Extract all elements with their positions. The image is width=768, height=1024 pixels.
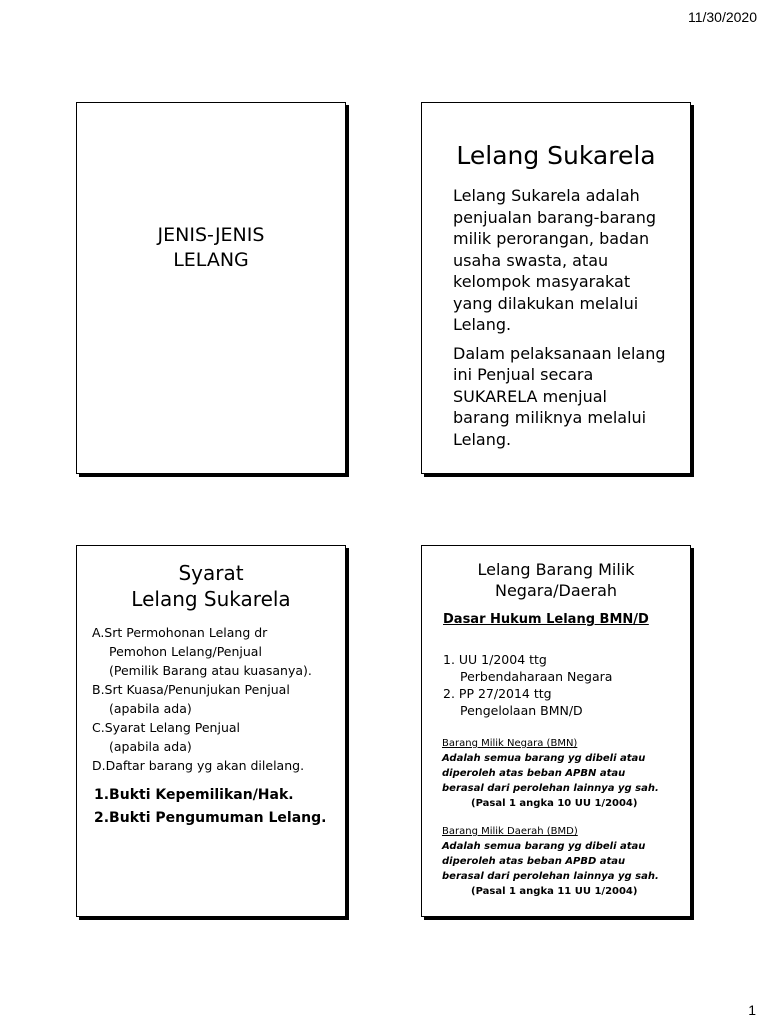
definition-line: diperoleh atas beban APBN atau: [442, 768, 626, 779]
slide-1: [76, 102, 346, 474]
list-item: B.Srt Kuasa/Penunjukan Penjual: [92, 682, 290, 697]
implementation-paragraph: [453, 343, 680, 451]
text-line: ini Penjual secara: [453, 365, 594, 384]
list-item: A.Srt Permohonan Lelang dr: [92, 625, 268, 640]
text-line: yang dilakukan melalui: [453, 293, 639, 313]
list-item: D.Daftar barang yg akan dilelang.: [92, 758, 305, 773]
slide-4-title: [422, 559, 690, 601]
proof-list: [94, 784, 339, 830]
slide-3-title: [77, 560, 345, 612]
definition-line: Adalah semua barang yg dibeli atau: [442, 753, 646, 764]
list-item: 2. PP 27/2014 ttg: [443, 686, 552, 701]
list-item: Pemohon Lelang/Penjual: [109, 644, 262, 659]
slide-4: [421, 545, 691, 917]
definition-heading: Barang Milik Daerah (BMD): [442, 826, 578, 837]
text-line: Lelang.: [453, 429, 512, 449]
legal-basis-heading: Dasar Hukum Lelang BMN/D: [443, 612, 649, 627]
title-line: Lelang Sukarela: [131, 587, 291, 611]
page-number: 1: [748, 1002, 756, 1018]
text-line: SUKARELA menjual: [453, 386, 607, 406]
slide-3: [76, 545, 346, 917]
list-item: Perbendaharaan Negara: [460, 669, 613, 684]
list-item: C.Syarat Lelang Penjual: [92, 720, 240, 735]
slide-2-body: [453, 185, 680, 457]
definition-line: berasal dari perolehan lainnya yg sah.: [442, 871, 659, 882]
text-line: milik perorangan, badan: [453, 229, 650, 248]
bmd-definition: [442, 824, 688, 899]
list-item: (Pemilik Barang atau kuasanya).: [109, 663, 312, 678]
text-line: usaha swasta, atau: [453, 250, 609, 270]
bmn-definition: [442, 736, 688, 811]
list-item: 1.Bukti Kepemilikan/Hak.: [94, 787, 294, 803]
list-item: (apabila ada): [109, 739, 192, 754]
print-date: 11/30/2020: [687, 9, 757, 25]
title-line: LELANG: [173, 249, 249, 271]
text-line: Dalam pelaksanaan lelang: [453, 343, 666, 363]
definition-line: Adalah semua barang yg dibeli atau: [442, 841, 646, 852]
title-line: Lelang Barang Milik: [477, 560, 635, 579]
text-line: barang miliknya melalui: [453, 408, 647, 427]
definition-paragraph: [453, 185, 680, 336]
list-item: 2.Bukti Pengumuman Lelang.: [94, 810, 327, 826]
text-line: Lelang Sukarela adalah: [453, 186, 640, 205]
definition-reference: (Pasal 1 angka 11 UU 1/2004): [471, 886, 638, 897]
text-line: penjualan barang-barang: [453, 207, 657, 227]
title-line: Syarat: [178, 561, 244, 585]
laws-list: [443, 651, 686, 719]
text-line: Lelang.: [453, 315, 512, 334]
definition-heading: Barang Milik Negara (BMN): [442, 738, 578, 749]
definition-line: diperoleh atas beban APBD atau: [442, 856, 626, 867]
title-line: JENIS-JENIS: [157, 224, 265, 246]
slide-2-title: Lelang Sukarela: [456, 141, 656, 170]
slide-2: [421, 102, 691, 474]
requirements-list: [92, 623, 339, 775]
list-item: Pengelolaan BMN/D: [460, 703, 583, 718]
list-item: 1. UU 1/2004 ttg: [443, 652, 547, 667]
list-item: (apabila ada): [109, 701, 192, 716]
title-line: Negara/Daerah: [494, 581, 618, 600]
text-line: kelompok masyarakat: [453, 272, 631, 291]
definition-line: berasal dari perolehan lainnya yg sah.: [442, 783, 659, 794]
slide-1-title: [77, 223, 345, 273]
definition-reference: (Pasal 1 angka 10 UU 1/2004): [471, 798, 638, 809]
